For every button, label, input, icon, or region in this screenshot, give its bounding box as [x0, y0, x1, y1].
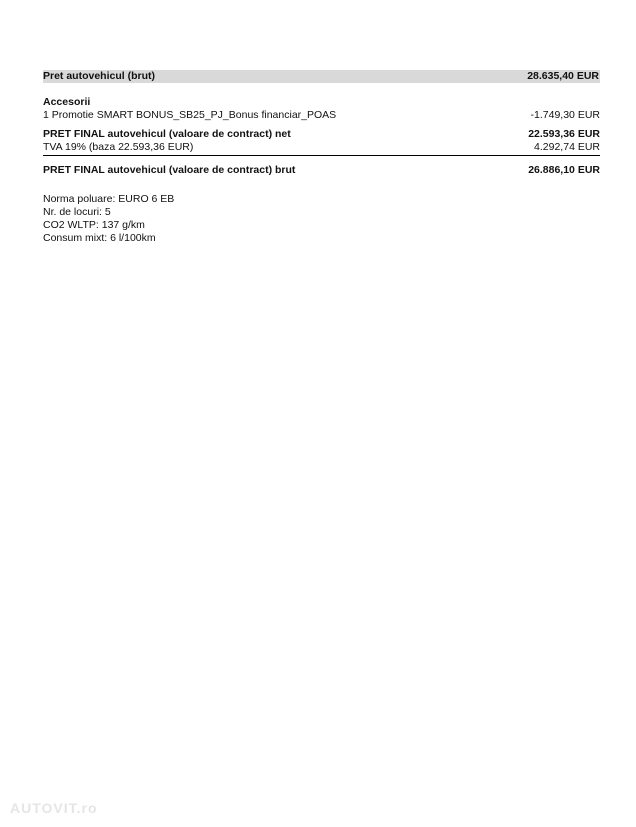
- final-gross-label: PRET FINAL autovehicul (valoare de contract) brut: [43, 164, 296, 176]
- accessory-row: [43, 109, 600, 122]
- vat-label: TVA 19% (baza 22.593,36 EUR): [43, 141, 194, 153]
- spec-emission-norm: Norma poluare: EURO 6 EB: [43, 193, 175, 205]
- spec-consumption: Consum mixt: 6 l/100km: [43, 232, 156, 244]
- vehicle-specs: [43, 193, 600, 245]
- accessory-value: -1.749,30 EUR: [530, 109, 600, 121]
- vat-value: 4.292,74 EUR: [534, 141, 600, 153]
- vat-row: [43, 141, 600, 156]
- spec-co2: CO2 WLTP: 137 g/km: [43, 219, 145, 231]
- watermark-logo: AUTOVIT.ro: [10, 800, 98, 816]
- accessories-title: Accesorii: [43, 96, 91, 108]
- price-document: [43, 70, 600, 245]
- spec-seats: Nr. de locuri: 5: [43, 206, 111, 218]
- base-price-label: Pret autovehicul (brut): [43, 70, 156, 82]
- final-net-row: [43, 128, 600, 141]
- final-net-label: PRET FINAL autovehicul (valoare de contract) net: [43, 128, 291, 140]
- final-gross-row: [43, 164, 600, 177]
- accessory-label: 1 Promotie SMART BONUS_SB25_PJ_Bonus financiar_POAS: [43, 109, 337, 121]
- base-price-row: [43, 70, 600, 83]
- final-gross-value: 26.886,10 EUR: [528, 164, 600, 176]
- base-price-value: 28.635,40 EUR: [527, 70, 599, 82]
- final-net-value: 22.593,36 EUR: [528, 128, 600, 140]
